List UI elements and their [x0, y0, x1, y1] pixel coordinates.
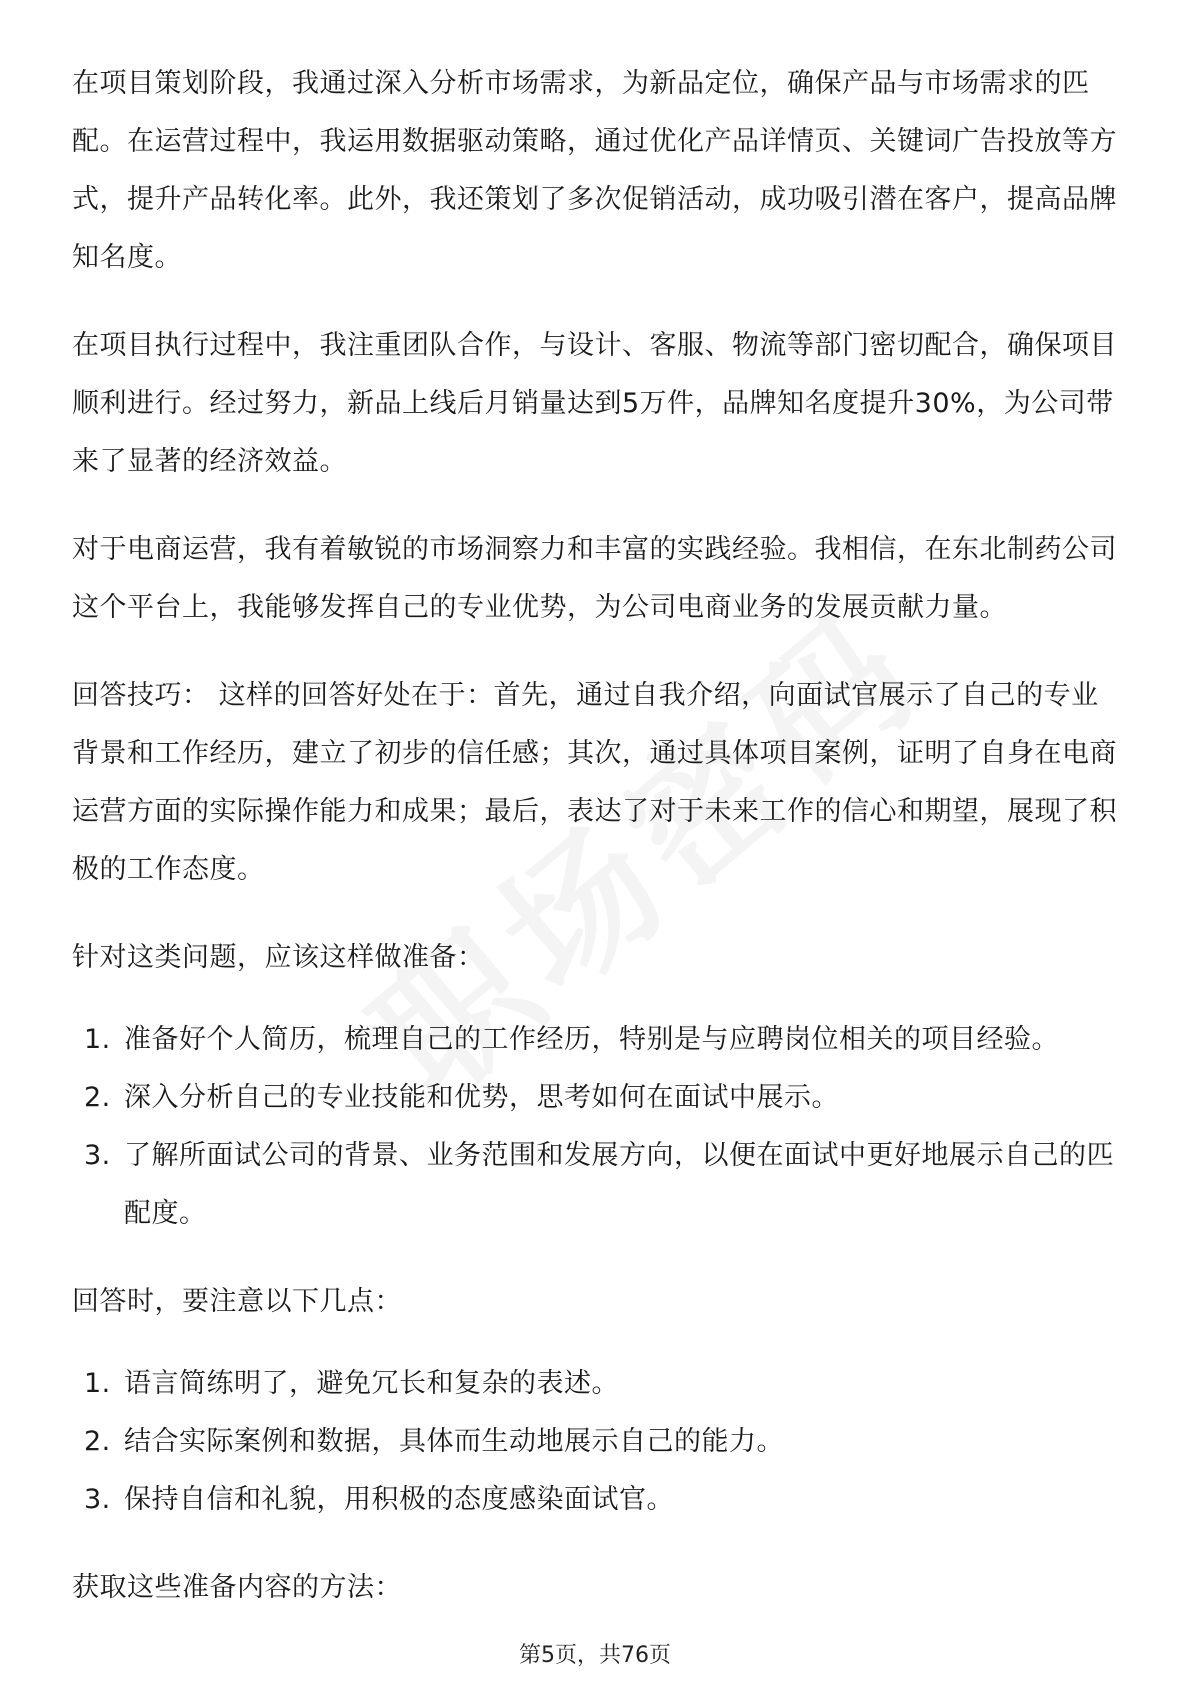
page-content — [72, 55, 1122, 1647]
list-item-text: 准备好个人简历，梳理自己的工作经历，特别是与应聘岗位相关的项目经验。 — [124, 1024, 1059, 1055]
list-item-number: 3. — [84, 1484, 111, 1515]
list-item-number: 3. — [84, 1140, 111, 1171]
notes-list — [72, 1355, 1122, 1529]
list-item-text: 结合实际案例和数据，具体而生动地展示自己的能力。 — [124, 1426, 784, 1457]
list-item-number: 2. — [84, 1082, 111, 1113]
list-item — [72, 1127, 1122, 1243]
page-number-footer: 第5页，共76页 — [519, 1643, 671, 1668]
list-item-number: 1. — [84, 1024, 111, 1055]
list-item — [72, 1471, 1122, 1529]
methods-heading: 获取这些准备内容的方法： — [72, 1572, 402, 1603]
list-item — [72, 1069, 1122, 1127]
list-item-text: 了解所面试公司的背景、业务范围和发展方向，以便在面试中更好地展示自己的匹配度。 — [124, 1140, 1114, 1229]
notes-heading: 回答时，要注意以下几点： — [72, 1286, 402, 1317]
list-item-number: 2. — [84, 1426, 111, 1457]
paragraph-execution: 在项目执行过程中，我注重团队合作，与设计、客服、物流等部门密切配合，确保项目顺利进行。经过努力，新品上线后月销量达到5万件，品牌知名度提升30%，为公司带来了显著的经济效益。 — [72, 330, 1117, 477]
list-item — [72, 1011, 1122, 1069]
list-item-number: 1. — [84, 1368, 111, 1399]
list-item — [72, 1355, 1122, 1413]
paragraph-planning: 在项目策划阶段，我通过深入分析市场需求，为新品定位，确保产品与市场需求的匹配。在运营过程中，我运用数据驱动策略，通过优化产品详情页、关键词广告投放等方式，提升产品转化率。此外，我还策划了多次促销活动，成功吸引潜在客户，提高品牌知名度。 — [72, 68, 1117, 273]
prep-heading: 针对这类问题，应该这样做准备： — [72, 942, 485, 973]
list-item-text: 深入分析自己的专业技能和优势，思考如何在面试中展示。 — [124, 1082, 839, 1113]
list-item-text: 保持自信和礼貌，用积极的态度感染面试官。 — [124, 1484, 674, 1515]
list-item — [72, 1413, 1122, 1471]
list-item-text: 语言简练明了，避免冗长和复杂的表述。 — [124, 1368, 619, 1399]
paragraph-answer-tips: 回答技巧： 这样的回答好处在于：首先，通过自我介绍，向面试官展示了自己的专业背景和工作经历，建立了初步的信任感；其次，通过具体项目案例，证明了自身在电商运营方面的实际操作能力和成果；最后，表达了对于未来工作的信心和期望，展现了积极的工作态度。 — [72, 680, 1117, 885]
paragraph-confidence: 对于电商运营，我有着敏锐的市场洞察力和丰富的实践经验。我相信，在东北制药公司这个平台上，我能够发挥自己的专业优势，为公司电商业务的发展贡献力量。 — [72, 534, 1117, 623]
prep-list — [72, 1011, 1122, 1243]
